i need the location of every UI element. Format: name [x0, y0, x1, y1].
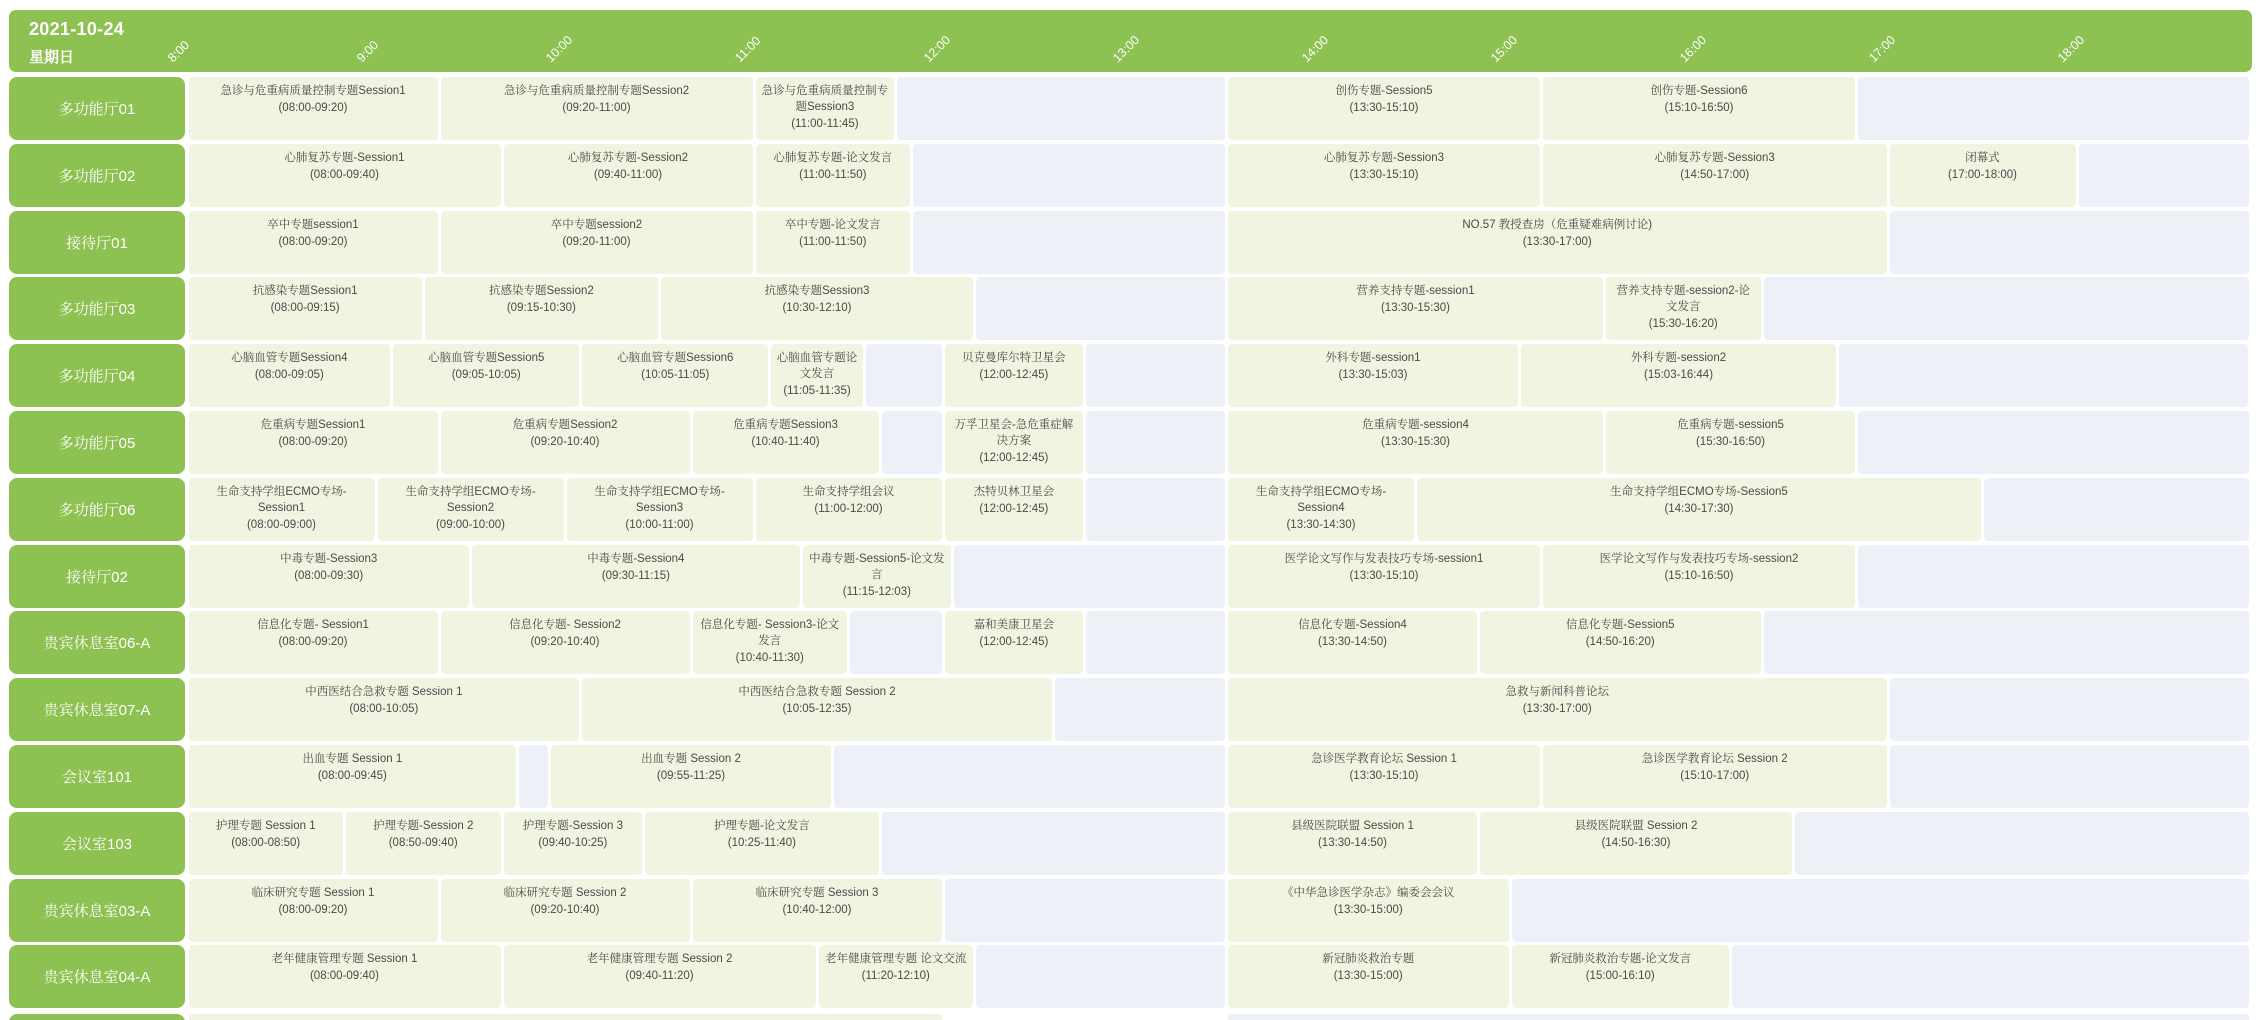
- session-time: (09:20-11:00): [562, 102, 631, 114]
- empty-slot: [913, 211, 1225, 274]
- session-title: 临床研究专题 Session 1: [251, 886, 375, 899]
- session-time: (17:00-18:00): [1947, 168, 2018, 181]
- session-title: 生命支持学组ECMO专场-Session5: [1610, 485, 1788, 498]
- session-title: 信息化专题-Session5: [1565, 619, 1675, 632]
- session-title: 卒中专题-论文发言: [784, 218, 881, 231]
- weekday-label: 星期日: [29, 49, 75, 66]
- session-title: 抗感染专题Session1: [252, 285, 358, 298]
- session-time: (13:30-15:00): [1333, 903, 1403, 916]
- session-time: (15:30-16:50): [1695, 436, 1766, 448]
- session-time: (13:30-17:00): [1522, 235, 1592, 248]
- time-tick-label: 14:00: [1299, 32, 1332, 65]
- session-block[interactable]: [661, 277, 973, 340]
- session-time: (15:30-16:20): [1648, 318, 1718, 331]
- session-title: 危重病专题-session5: [1677, 419, 1784, 431]
- session-time: (08:00-10:05): [349, 703, 419, 716]
- session-title: 老年健康管理专题 Session 1: [271, 953, 418, 966]
- time-tick-label: 17:00: [1866, 32, 1899, 65]
- session-title: 心肺复苏专题-Session3: [1654, 151, 1775, 164]
- session-time: (08:00-09:45): [317, 770, 387, 782]
- session-title: 生命支持学组ECMO专场-Session2: [405, 485, 536, 514]
- room-label: 多功能厅02: [9, 144, 185, 207]
- empty-slot: [1890, 745, 2249, 808]
- session-title: 老年健康管理专题 Session 2: [586, 953, 733, 966]
- empty-slot: [882, 812, 1226, 875]
- room-label: 多功能厅04: [9, 344, 185, 407]
- session-title: 生命支持学组会议: [802, 485, 895, 498]
- session-block[interactable]: [189, 277, 422, 340]
- session-title: 护理专题-Session 2: [373, 819, 474, 832]
- session-block[interactable]: [1228, 77, 1540, 140]
- empty-slot: [1086, 478, 1225, 541]
- empty-slot: [2079, 144, 2249, 207]
- empty-slot: [866, 344, 942, 407]
- session-time: (14:30-17:30): [1664, 502, 1734, 515]
- session-block[interactable]: [189, 77, 438, 140]
- session-title: 心脑血管专题Session4: [231, 352, 348, 365]
- time-tick-label: 10:00: [543, 32, 576, 65]
- session-block[interactable]: [1228, 344, 1518, 407]
- empty-slot: [1764, 277, 2249, 340]
- session-block[interactable]: [1228, 745, 1540, 808]
- session-title: 信息化专题-Session4: [1298, 619, 1407, 632]
- session-block[interactable]: [189, 611, 438, 674]
- session-block[interactable]: [1543, 77, 1855, 140]
- session-title: 信息化专题- Session2: [509, 619, 621, 632]
- session-time: (13:30-14:50): [1317, 636, 1388, 649]
- session-time: (10:40-11:40): [751, 436, 820, 448]
- session-title: 信息化专题- Session1: [257, 619, 369, 632]
- session-time: (08:00-09:20): [278, 903, 348, 916]
- session-title: 急诊与危重病质量控制专题Session2: [503, 85, 690, 97]
- session-title: 危重病专题Session3: [733, 419, 838, 431]
- session-block[interactable]: [582, 678, 1052, 741]
- session-time: (10:00-11:00): [625, 518, 694, 531]
- session-block[interactable]: [504, 812, 643, 875]
- empty-slot: [834, 745, 1225, 808]
- session-block[interactable]: [1480, 611, 1761, 674]
- time-tick-label: 16:00: [1677, 32, 1710, 65]
- session-block[interactable]: [756, 144, 911, 207]
- time-tick-label: 12:00: [921, 32, 954, 65]
- session-time: (08:00-09:00): [246, 518, 317, 531]
- session-title: 杰特贝林卫星会: [973, 485, 1055, 498]
- session-block[interactable]: [425, 277, 658, 340]
- session-block[interactable]: [771, 344, 863, 407]
- session-block[interactable]: [645, 812, 878, 875]
- session-title: 营养支持专题-session1: [1356, 285, 1475, 298]
- session-time: (13:30-15:10): [1349, 770, 1419, 782]
- session-time: (08:50-09:40): [388, 836, 458, 849]
- session-time: (08:00-09:40): [309, 970, 380, 983]
- session-time: (08:00-09:40): [309, 168, 380, 181]
- empty-slot: [897, 77, 1225, 140]
- room-label: 会议室101: [9, 745, 185, 808]
- room-label: 贵宾休息室07-A: [9, 678, 185, 741]
- session-title: 中西医结合急救专题 Session 1: [305, 686, 463, 699]
- session-time: (11:00-11:50): [799, 235, 867, 248]
- session-title: 医学论文写作与发表技巧专场-session2: [1599, 552, 1799, 565]
- session-block[interactable]: [756, 478, 942, 541]
- session-block[interactable]: [472, 545, 800, 608]
- session-block[interactable]: [1521, 344, 1836, 407]
- session-time: (11:20-12:10): [861, 970, 930, 983]
- session-time: (11:00-12:00): [814, 502, 883, 515]
- session-block[interactable]: [1228, 611, 1477, 674]
- empty-slot: [1764, 611, 2249, 674]
- date-label: 2021-10-24: [29, 19, 125, 39]
- session-title: NO.57 教授查房（危重疑难病例讨论): [1462, 218, 1653, 231]
- session-block[interactable]: [189, 478, 375, 541]
- session-time: (13:30-15:10): [1349, 168, 1419, 181]
- session-title: 抗感染专题Session2: [488, 285, 594, 298]
- session-title: 创伤专题-Session6: [1650, 85, 1748, 97]
- session-title: 中毒专题-Session4: [587, 552, 685, 565]
- room-label: 贵宾休息室06-A: [9, 611, 185, 674]
- session-title: 心肺复苏专题-Session2: [567, 151, 689, 164]
- session-title: 中毒专题-Session3: [280, 552, 378, 565]
- session-title: 县级医院联盟 Session 1: [1291, 819, 1414, 832]
- session-time: (11:15-12:03): [842, 585, 911, 598]
- session-block[interactable]: [945, 411, 1084, 474]
- session-time: (09:40-11:20): [625, 970, 694, 983]
- session-time: (09:30-11:15): [601, 569, 670, 582]
- session-time: (14:50-16:20): [1585, 636, 1655, 649]
- session-time: (11:05-11:35): [783, 385, 851, 398]
- session-time: (15:10-16:50): [1664, 569, 1734, 582]
- empty-slot: [945, 879, 1226, 942]
- session-title: 卒中专题session2: [550, 218, 643, 231]
- session-time: (13:30-15:00): [1333, 970, 1403, 983]
- session-time: (08:00-09:15): [270, 302, 340, 315]
- empty-slot: [519, 745, 548, 808]
- session-time: (09:20-11:00): [562, 235, 631, 248]
- session-title: 闭幕式: [1965, 151, 2000, 164]
- session-title: 出血专题 Session 2: [641, 753, 741, 765]
- session-time: (13:30-14:50): [1317, 836, 1388, 849]
- session-time: (10:05-11:05): [641, 369, 710, 382]
- session-title: 贝克曼库尔特卫星会: [962, 352, 1066, 365]
- session-title: 护理专题-Session 3: [522, 819, 624, 832]
- session-block[interactable]: [189, 211, 438, 274]
- session-time: (13:30-17:00): [1522, 703, 1592, 716]
- session-title: 急诊医学教育论坛 Session 2: [1641, 753, 1788, 765]
- session-title: 生命支持学组ECMO专场-Session1: [216, 485, 347, 514]
- session-time: (13:30-15:03): [1338, 369, 1408, 382]
- session-title: 心脑血管专题论文发言: [776, 352, 858, 381]
- room-label: 多功能厅05: [9, 411, 185, 474]
- session-block[interactable]: [441, 411, 690, 474]
- session-time: (10:25-11:40): [727, 836, 796, 849]
- session-block[interactable]: [441, 211, 753, 274]
- room-label: 贵宾休息室04-A: [9, 945, 185, 1008]
- session-time: (09:40-11:00): [593, 168, 663, 181]
- session-block[interactable]: [189, 745, 517, 808]
- session-title: 创伤专题-Session5: [1335, 85, 1433, 97]
- session-time: (13:30-15:30): [1380, 436, 1451, 448]
- session-block[interactable]: [504, 144, 753, 207]
- session-title: 心脑血管专题Session5: [428, 352, 545, 365]
- empty-slot: [913, 144, 1225, 207]
- session-block[interactable]: [1480, 812, 1792, 875]
- session-title: 信息化专题- Session3-论文发言: [700, 619, 840, 648]
- session-time: (08:00-09:30): [294, 569, 364, 582]
- session-time: (13:30-14:30): [1286, 518, 1356, 531]
- session-time: (09:55-11:25): [656, 770, 726, 782]
- room-label-partial: [9, 1014, 185, 1020]
- session-title: 万孚卫星会-急危重症解决方案: [954, 419, 1074, 447]
- room-label: 多功能厅06: [9, 478, 185, 541]
- session-time: (15:10-17:00): [1680, 770, 1750, 782]
- session-title: 急救与新闻科普论坛: [1505, 686, 1609, 699]
- session-block[interactable]: [189, 812, 344, 875]
- session-time: (09:20-10:40): [530, 636, 600, 649]
- session-time: (08:00-09:20): [278, 235, 348, 248]
- session-block[interactable]: [189, 678, 580, 741]
- session-block[interactable]: [441, 611, 690, 674]
- session-time: (13:30-15:10): [1349, 569, 1419, 582]
- session-block[interactable]: [1543, 545, 1855, 608]
- session-block[interactable]: [945, 344, 1084, 407]
- room-label: 多功能厅03: [9, 277, 185, 340]
- session-block[interactable]: [1228, 879, 1509, 942]
- session-block[interactable]: [1228, 277, 1603, 340]
- session-block[interactable]: [582, 344, 768, 407]
- schedule-header: [9, 10, 2252, 72]
- session-block[interactable]: [189, 545, 470, 608]
- session-block[interactable]: [945, 611, 1084, 674]
- session-block[interactable]: [551, 745, 832, 808]
- session-block[interactable]: [441, 879, 690, 942]
- session-time: (11:00-11:45): [791, 118, 859, 130]
- session-block[interactable]: [504, 945, 816, 1008]
- session-block[interactable]: [756, 77, 895, 140]
- session-block[interactable]: [393, 344, 579, 407]
- session-title: 急诊与危重病质量控制专题Session1: [220, 85, 406, 97]
- session-title: 县级医院联盟 Session 2: [1574, 819, 1698, 832]
- session-title: 心肺复苏专题-论文发言: [773, 151, 893, 164]
- session-title: 生命支持学组ECMO专场-Session4: [1255, 485, 1387, 514]
- session-block[interactable]: [1512, 945, 1730, 1008]
- empty-slot: [1858, 545, 2249, 608]
- empty-slot: [1228, 1014, 2249, 1020]
- session-title: 生命支持学组ECMO专场-Session3: [594, 485, 725, 514]
- session-title: 医学论文写作与发表技巧专场-session1: [1284, 552, 1484, 565]
- session-time: (13:30-15:10): [1349, 102, 1419, 114]
- session-block[interactable]: [1228, 478, 1414, 541]
- session-block[interactable]: [1228, 411, 1603, 474]
- session-time: (08:00-08:50): [231, 836, 301, 849]
- session-block[interactable]: [1228, 144, 1540, 207]
- session-time: (12:00-12:45): [979, 502, 1049, 515]
- session-block[interactable]: [567, 478, 753, 541]
- session-block[interactable]: [346, 812, 501, 875]
- empty-slot: [1512, 879, 2249, 942]
- session-block[interactable]: [189, 879, 438, 942]
- session-time: (12:00-12:45): [979, 369, 1049, 382]
- session-block[interactable]: [1606, 411, 1855, 474]
- session-time: (15:10-16:50): [1664, 102, 1734, 114]
- session-title: 外科专题-session2: [1630, 352, 1727, 365]
- session-block[interactable]: [1606, 277, 1761, 340]
- session-block[interactable]: [189, 945, 501, 1008]
- session-title: 危重病专题-session4: [1362, 419, 1469, 431]
- session-time: (10:40-11:30): [735, 652, 804, 665]
- session-title: 卒中专题session1: [267, 218, 359, 231]
- session-title: 出血专题 Session 1: [302, 753, 403, 765]
- session-block[interactable]: [189, 1014, 942, 1020]
- session-block[interactable]: [1890, 144, 2076, 207]
- time-tick-label: 8:00: [165, 37, 193, 65]
- room-label: 会议室103: [9, 812, 185, 875]
- empty-slot: [1890, 211, 2249, 274]
- session-block[interactable]: [1228, 545, 1540, 608]
- session-title: 临床研究专题 Session 2: [503, 886, 627, 899]
- session-time: (12:00-12:45): [979, 452, 1049, 464]
- session-block[interactable]: [945, 478, 1084, 541]
- session-title: 护理专题 Session 1: [215, 819, 316, 832]
- time-tick-label: 11:00: [732, 33, 764, 65]
- session-time: (10:05-12:35): [782, 703, 852, 716]
- session-block[interactable]: [1228, 678, 1887, 741]
- session-block[interactable]: [1228, 945, 1509, 1008]
- session-block[interactable]: [693, 411, 879, 474]
- session-time: (08:00-09:20): [278, 102, 348, 114]
- empty-slot: [1086, 611, 1225, 674]
- room-label: 贵宾休息室03-A: [9, 879, 185, 942]
- session-block[interactable]: [693, 611, 848, 674]
- session-time: (09:05-10:05): [451, 369, 521, 382]
- session-title: 危重病专题Session1: [260, 419, 366, 431]
- empty-slot: [850, 611, 942, 674]
- empty-slot: [1795, 812, 2249, 875]
- empty-slot: [1858, 77, 2249, 140]
- empty-slot: [1086, 411, 1225, 474]
- time-tick-label: 13:00: [1110, 32, 1143, 65]
- session-block[interactable]: [819, 945, 974, 1008]
- session-time: (13:30-15:30): [1380, 302, 1451, 315]
- session-title: 心肺复苏专题-Session1: [284, 151, 405, 164]
- session-time: (11:00-11:50): [799, 168, 867, 181]
- session-block[interactable]: [378, 478, 564, 541]
- session-block[interactable]: [189, 411, 438, 474]
- time-tick-label: 9:00: [354, 37, 382, 65]
- session-time: (08:00-09:20): [278, 436, 348, 448]
- time-tick-label: 15:00: [1488, 32, 1521, 65]
- session-time: (08:00-09:05): [254, 369, 324, 382]
- session-time: (09:00-10:00): [435, 518, 506, 531]
- session-block[interactable]: [756, 211, 911, 274]
- empty-slot: [976, 945, 1225, 1008]
- empty-slot: [1086, 344, 1225, 407]
- session-title: 新冠肺炎救治专题-论文发言: [1549, 953, 1692, 966]
- session-block[interactable]: [1228, 812, 1477, 875]
- session-time: (14:50-16:30): [1601, 836, 1671, 849]
- session-time: (14:50-17:00): [1680, 168, 1750, 181]
- session-block[interactable]: [803, 545, 951, 608]
- session-title: 心肺复苏专题-Session3: [1323, 151, 1445, 164]
- session-title: 营养支持专题-session2-论文发言: [1616, 285, 1751, 314]
- room-label: 接待厅01: [9, 211, 185, 274]
- session-title: 外科专题-session1: [1325, 352, 1421, 365]
- session-time: (09:40-10:25): [538, 836, 608, 849]
- room-label: 多功能厅01: [9, 77, 185, 140]
- session-time: (12:00-12:45): [979, 636, 1049, 649]
- session-block[interactable]: [693, 879, 942, 942]
- empty-slot: [1732, 945, 2249, 1008]
- session-title: 新冠肺炎救治专题: [1322, 953, 1415, 966]
- session-title: 护理专题-论文发言: [713, 819, 810, 832]
- time-tick-label: 18:00: [2055, 32, 2088, 65]
- session-block[interactable]: [189, 344, 391, 407]
- empty-slot: [882, 411, 942, 474]
- session-time: (09:20-10:40): [530, 436, 600, 448]
- session-title: 嘉和美康卫星会: [973, 619, 1055, 632]
- session-block[interactable]: [441, 77, 753, 140]
- empty-slot: [1984, 478, 2249, 541]
- session-time: (10:30-12:10): [782, 302, 852, 315]
- empty-slot: [1839, 344, 2248, 407]
- session-block[interactable]: [1543, 745, 1887, 808]
- session-title: 心脑血管专题Session6: [617, 352, 734, 365]
- session-title: 急诊医学教育论坛 Session 1: [1311, 753, 1457, 765]
- session-title: 急诊与危重病质量控制专题Session3: [761, 85, 889, 113]
- session-time: (15:00-16:10): [1585, 970, 1655, 983]
- session-block[interactable]: [1417, 478, 1981, 541]
- session-time: (09:20-10:40): [530, 903, 600, 916]
- session-title: 临床研究专题 Session 3: [755, 886, 879, 899]
- empty-slot: [1055, 678, 1225, 741]
- session-block[interactable]: [1228, 211, 1887, 274]
- session-time: (08:00-09:20): [278, 636, 348, 649]
- session-block[interactable]: [189, 144, 501, 207]
- session-time: (09:15-10:30): [506, 302, 576, 315]
- session-title: 中西医结合急救专题 Session 2: [738, 686, 896, 699]
- empty-slot: [954, 545, 1225, 608]
- empty-slot: [976, 277, 1225, 340]
- empty-slot: [1890, 678, 2249, 741]
- session-block[interactable]: [1543, 144, 1887, 207]
- session-title: 老年健康管理专题 论文交流: [825, 953, 967, 966]
- room-label: 接待厅02: [9, 545, 185, 608]
- session-time: (15:03-16:44): [1643, 369, 1714, 382]
- session-time: (10:40-12:00): [782, 903, 852, 916]
- session-title: 抗感染专题Session3: [764, 285, 870, 298]
- session-title: 中毒专题-Session5-论文发言: [809, 552, 945, 581]
- session-title: 《中华急诊医学杂志》编委会会议: [1282, 886, 1455, 899]
- empty-slot: [1858, 411, 2249, 474]
- session-title: 危重病专题Session2: [512, 419, 618, 431]
